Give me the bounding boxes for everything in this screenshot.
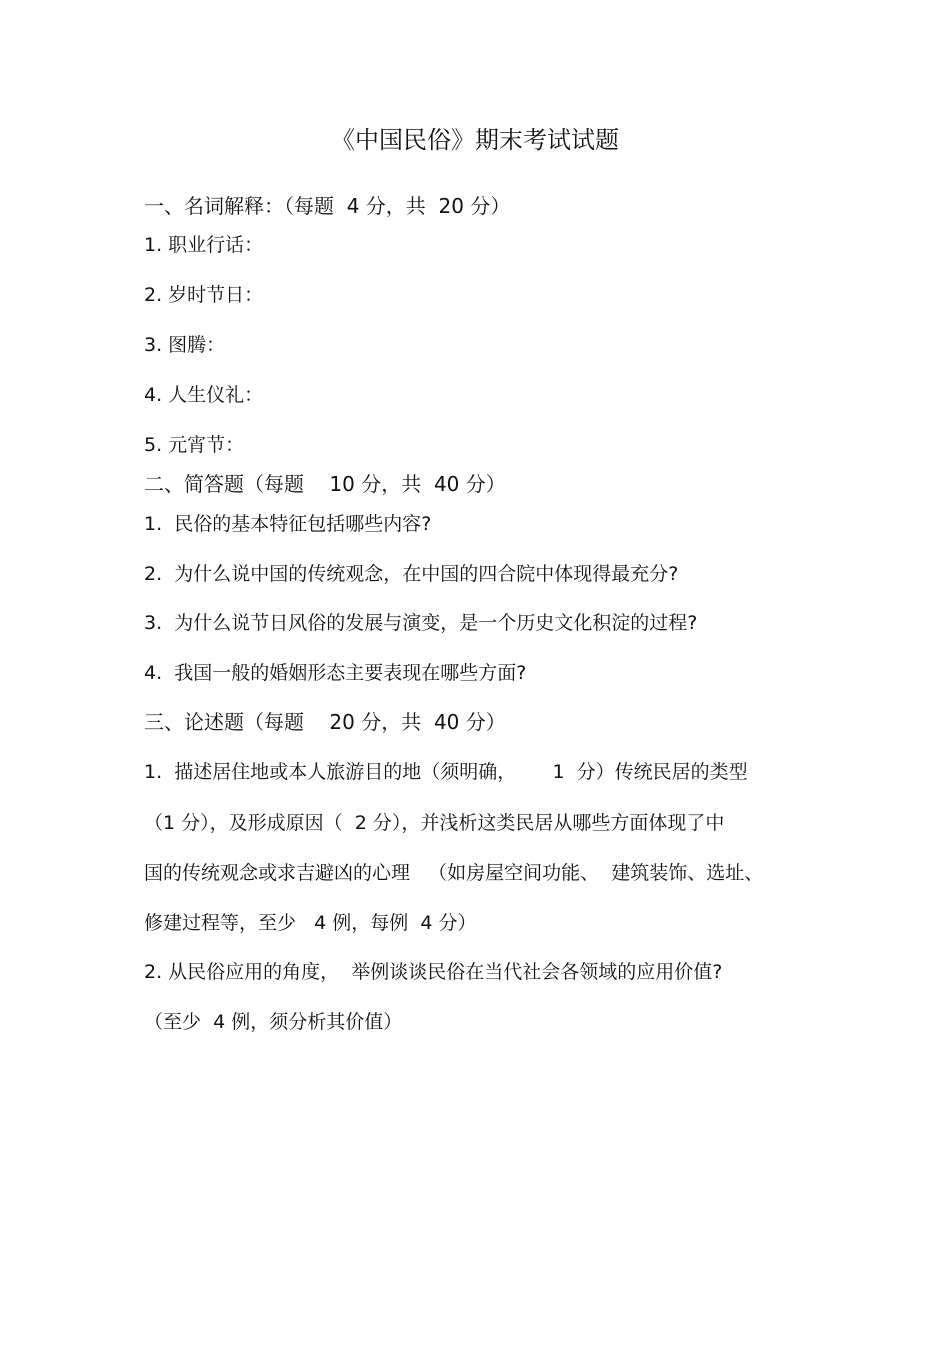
section-3-q2-line-2: （至少 4 例，须分析其价值） <box>144 1011 403 1033</box>
section-2-item-4: 4. 我国一般的婚姻形态主要表现在哪些方面? <box>144 662 527 684</box>
section-3-heading: 三、论述题（每题 20 分，共 40 分） <box>144 710 506 734</box>
exam-title: 《中国民俗》期末考试试题 <box>331 126 619 154</box>
section-1-item-4: 4. 人生仪礼： <box>144 384 264 406</box>
section-1-item-2: 2. 岁时节日： <box>144 284 264 306</box>
section-3-q1-line-4: 修建过程等，至少 4 例，每例 4 分） <box>144 912 477 934</box>
section-1-heading: 一、名词解释：（每题 4 分，共 20 分） <box>144 194 511 218</box>
section-1-item-1: 1. 职业行话： <box>144 234 264 256</box>
section-3-q1-line-1: 1. 描述居住地或本人旅游目的地（须明确， 1 分）传统民居的类型 <box>144 761 748 783</box>
section-2-item-2: 2. 为什么说中国的传统观念，在中国的四合院中体现得最充分? <box>144 563 679 585</box>
section-3-q1-line-3: 国的传统观念或求吉避凶的心理 （如房屋空间功能、 建筑装饰、选址、 <box>144 862 764 884</box>
section-1-item-5: 5. 元宵节： <box>144 434 245 456</box>
section-3-q2-line-1: 2. 从民俗应用的角度， 举例谈谈民俗在当代社会各领域的应用价值? <box>144 961 723 983</box>
section-2-item-1: 1. 民俗的基本特征包括哪些内容? <box>144 513 432 535</box>
section-2-item-3: 3. 为什么说节日风俗的发展与演变，是一个历史文化积淀的过程? <box>144 612 698 634</box>
section-1-item-3: 3. 图腾： <box>144 334 226 356</box>
section-3-q1-line-2: （1 分），及形成原因（ 2 分），并浅析这类民居从哪些方面体现了中 <box>144 812 725 834</box>
section-2-heading: 二、简答题（每题 10 分，共 40 分） <box>144 472 506 496</box>
